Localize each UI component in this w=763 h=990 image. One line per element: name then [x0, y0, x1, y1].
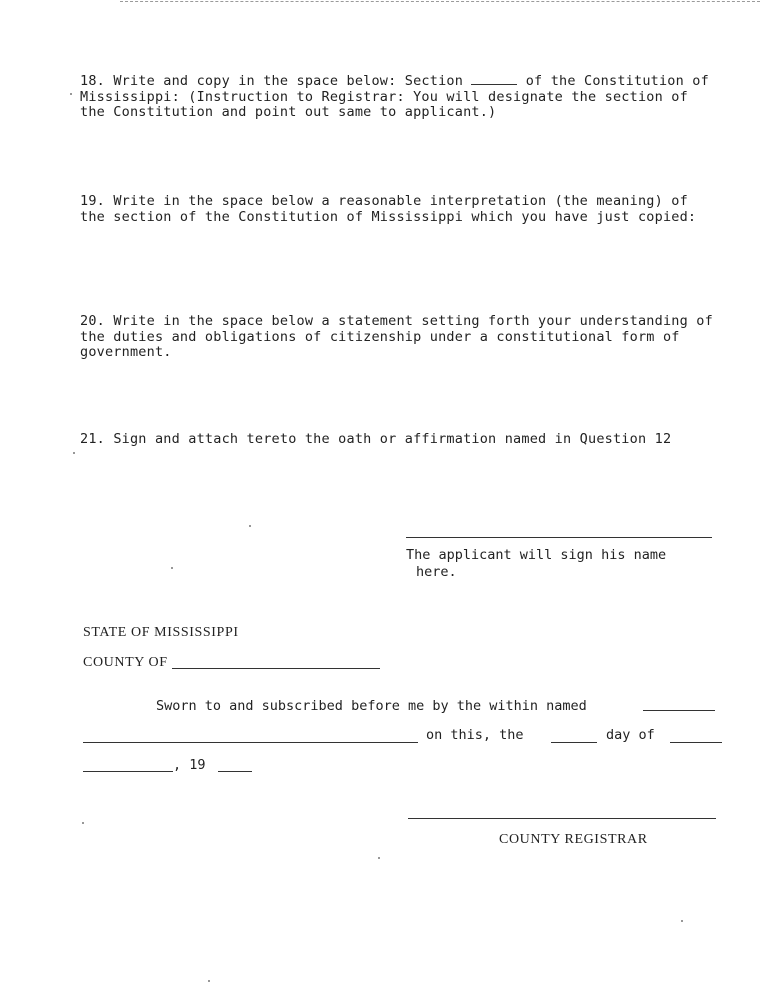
- question-21-text: Sign and attach tereto the oath or affirmation named in Question 12: [113, 431, 672, 447]
- question-21: [80, 432, 720, 448]
- question-18-number: 18.: [80, 73, 105, 89]
- applicant-signature-caption: The applicant will sign his name: [406, 547, 667, 563]
- county-registrar-label: COUNTY REGISTRAR: [499, 832, 648, 847]
- question-20-number: 20.: [80, 313, 105, 329]
- section-number-blank[interactable]: [471, 84, 517, 85]
- question-20-text: Write in the space below a statement setting forth your understanding of the duties and obligations of citizenship under a constitutional form of government.: [80, 313, 722, 360]
- state-label: STATE OF MISSISSIPPI: [83, 625, 239, 640]
- county-name-line[interactable]: [172, 668, 380, 669]
- sworn-subscribed-text: Sworn to and subscribed before me by the within named: [156, 698, 587, 714]
- question-19-text: Write in the space below a reasonable interpretation (the meaning) of the section of the Constitution of Mississippi which you have just copied:: [80, 193, 697, 225]
- applicant-signature-caption-here: here.: [416, 564, 457, 580]
- applicant-name-line-1[interactable]: [643, 710, 715, 711]
- scan-speck: [73, 452, 75, 454]
- day-of-text: day of: [606, 727, 655, 743]
- scan-speck: [208, 980, 210, 982]
- question-19-number: 19.: [80, 193, 105, 209]
- year-prefix-text: , 19: [173, 757, 206, 773]
- question-21-number: 21.: [80, 431, 105, 447]
- month-line-1[interactable]: [670, 742, 722, 743]
- scan-speck: [171, 567, 173, 569]
- applicant-name-line-2[interactable]: [83, 742, 418, 743]
- scan-speck: [681, 920, 683, 922]
- day-number-line[interactable]: [551, 742, 597, 743]
- year-line[interactable]: [218, 771, 252, 772]
- scan-speck: [70, 93, 72, 95]
- question-18-text-end: of the Constitution of Mississippi: (Instruction to Registrar: You will designate the section of the Constitution and point out same to applicant.): [80, 73, 718, 120]
- county-label: COUNTY OF: [83, 655, 168, 670]
- applicant-signature-line[interactable]: [406, 537, 712, 538]
- top-edge-divider: [120, 1, 760, 2]
- month-line-2[interactable]: [83, 771, 173, 772]
- question-20: [80, 314, 720, 361]
- question-18: [80, 74, 720, 121]
- question-18-text-start: Write and copy in the space below: Section: [113, 73, 464, 89]
- on-this-the-text: on this, the: [426, 727, 524, 743]
- scan-speck: [82, 822, 84, 824]
- scan-speck: [378, 857, 380, 859]
- question-19: [80, 194, 720, 225]
- scan-speck: [249, 525, 251, 527]
- registrar-signature-line[interactable]: [408, 818, 716, 819]
